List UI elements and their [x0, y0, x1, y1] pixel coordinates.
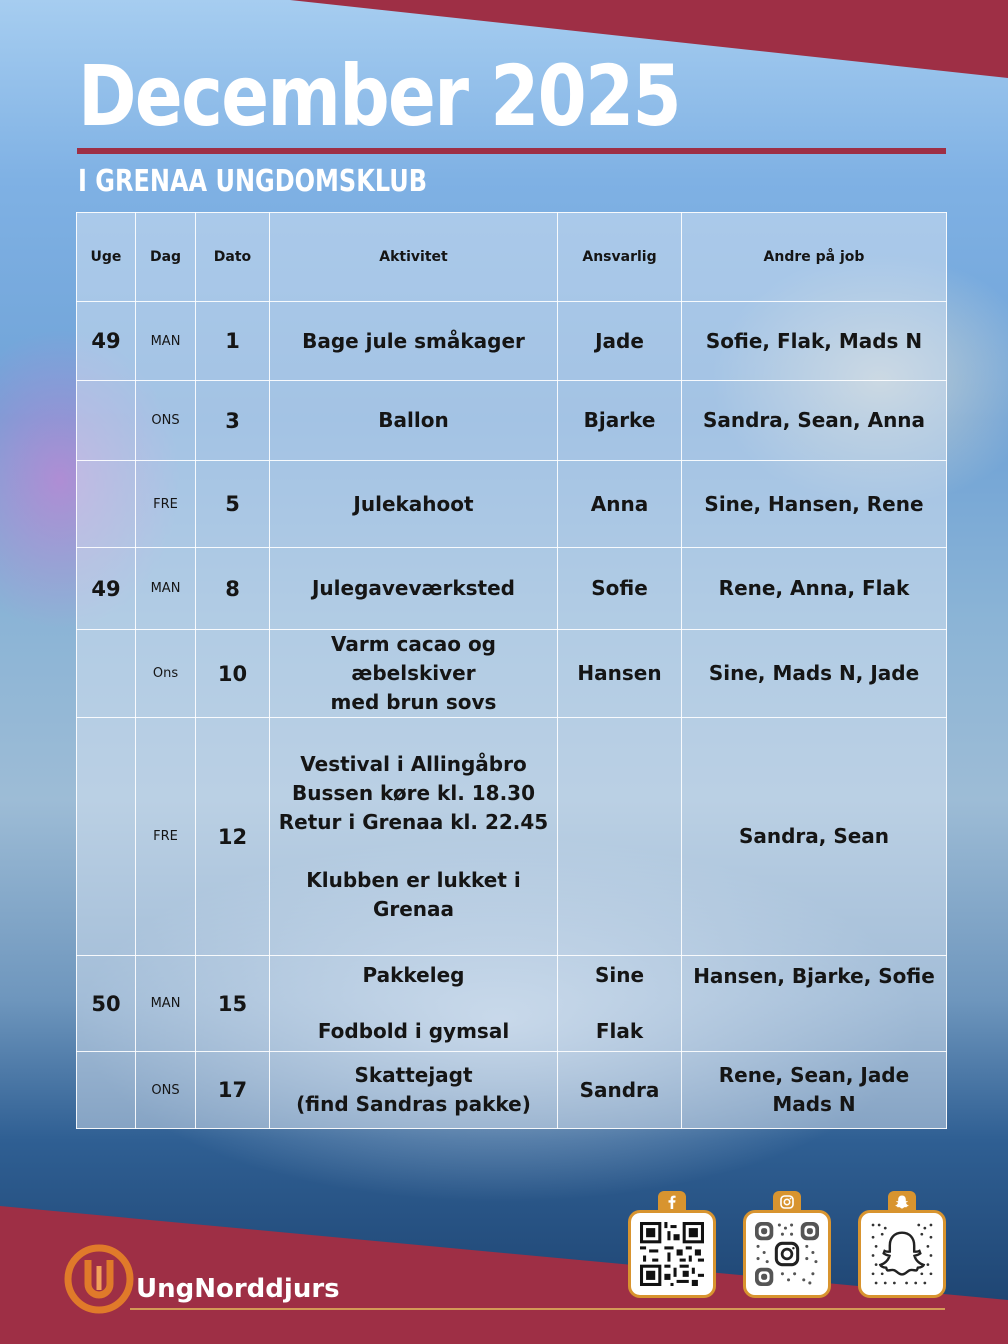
cell-dato: 3 [196, 381, 270, 461]
cell-andre: Sine, Mads N, Jade [682, 630, 947, 718]
cell-andre: Sine, Hansen, Rene [682, 461, 947, 548]
instagram-icon [773, 1191, 801, 1213]
qr-pattern-icon [640, 1222, 704, 1286]
table-row [77, 302, 947, 381]
cell-dag: MAN [136, 302, 196, 381]
cell-andre: Hansen, Bjarke, Sofie [682, 956, 947, 1052]
table-row [77, 381, 947, 461]
aktivitet-line-1: Pakkeleg [362, 963, 465, 987]
cell-dag: Ons [136, 630, 196, 718]
cell-andre: Rene, Anna, Flak [682, 548, 947, 630]
brand-name: UngNorddjurs [136, 1274, 340, 1304]
cell-dato: 1 [196, 302, 270, 381]
table-row [77, 718, 947, 956]
cell-uge: 50 [77, 956, 136, 1052]
bottom-red-band [0, 1160, 1008, 1344]
cell-dag: ONS [136, 381, 196, 461]
table-row [77, 461, 947, 548]
cell-ansvarlig: Bjarke [558, 381, 682, 461]
cell-aktivitet: Julegaveværksted [270, 548, 558, 630]
cell-dag: FRE [136, 461, 196, 548]
ansvarlig-line-2: Flak [595, 1019, 644, 1043]
cell-ansvarlig [558, 956, 682, 1052]
footer-divider [130, 1308, 945, 1310]
cell-ansvarlig: Sofie [558, 548, 682, 630]
cell-aktivitet: Varm cacao og æbelskiver med brun sovs [270, 630, 558, 718]
cell-ansvarlig: Hansen [558, 630, 682, 718]
header-ansvarlig: Ansvarlig [558, 213, 682, 302]
header-andre: Andre på job [682, 213, 947, 302]
qr-pattern-icon [870, 1222, 934, 1286]
cell-aktivitet: Bage jule småkager [270, 302, 558, 381]
cell-andre: Rene, Sean, Jade Mads N [682, 1052, 947, 1129]
cell-uge [77, 1052, 136, 1129]
cell-aktivitet: Skattejagt (find Sandras pakke) [270, 1052, 558, 1129]
cell-ansvarlig: Sandra [558, 1052, 682, 1129]
cell-ansvarlig: Anna [558, 461, 682, 548]
table-row [77, 548, 947, 630]
cell-ansvarlig [558, 718, 682, 956]
schedule-table [76, 212, 947, 1129]
cell-ansvarlig: Jade [558, 302, 682, 381]
aktivitet-line-2: Fodbold i gymsal [317, 1019, 510, 1043]
page-subtitle: I GRENAA UNGDOMSKLUB [78, 164, 428, 199]
cell-uge [77, 381, 136, 461]
cell-dag: FRE [136, 718, 196, 956]
cell-dato: 17 [196, 1052, 270, 1129]
cell-dag: ONS [136, 1052, 196, 1129]
cell-dag: MAN [136, 548, 196, 630]
table-row [77, 956, 947, 1052]
header-dato: Dato [196, 213, 270, 302]
instagram-qr-code[interactable] [743, 1210, 831, 1298]
cell-uge [77, 461, 136, 548]
snapchat-qr-code[interactable] [858, 1210, 946, 1298]
cell-aktivitet: Julekahoot [270, 461, 558, 548]
cell-dato: 15 [196, 956, 270, 1052]
facebook-icon [658, 1191, 686, 1213]
page-title: December 2025 [78, 47, 680, 145]
header-dag: Dag [136, 213, 196, 302]
qr-pattern-icon [755, 1222, 819, 1286]
cell-dato: 5 [196, 461, 270, 548]
ansvarlig-line-1: Sine [594, 963, 645, 987]
snapchat-icon [888, 1191, 916, 1213]
cell-andre: Sofie, Flak, Mads N [682, 302, 947, 381]
table-row [77, 630, 947, 718]
cell-andre: Sandra, Sean [682, 718, 947, 956]
title-divider [77, 148, 946, 154]
header-uge: Uge [77, 213, 136, 302]
cell-andre: Sandra, Sean, Anna [682, 381, 947, 461]
facebook-qr-code[interactable] [628, 1210, 716, 1298]
cell-uge: 49 [77, 548, 136, 630]
table-header-row [77, 213, 947, 302]
cell-uge [77, 718, 136, 956]
cell-uge: 49 [77, 302, 136, 381]
cell-aktivitet: Ballon [270, 381, 558, 461]
cell-uge [77, 630, 136, 718]
cell-aktivitet [270, 956, 558, 1052]
cell-dato: 8 [196, 548, 270, 630]
cell-dag: MAN [136, 956, 196, 1052]
cell-aktivitet: Vestival i Allingåbro Bussen køre kl. 18.30 Retur i Grenaa kl. 22.45 Klubben er lukket i Grenaa [270, 718, 558, 956]
header-aktivitet: Aktivitet [270, 213, 558, 302]
cell-dato: 10 [196, 630, 270, 718]
ungnorddjurs-logo-icon [64, 1244, 134, 1314]
cell-dato: 12 [196, 718, 270, 956]
table-row [77, 1052, 947, 1129]
